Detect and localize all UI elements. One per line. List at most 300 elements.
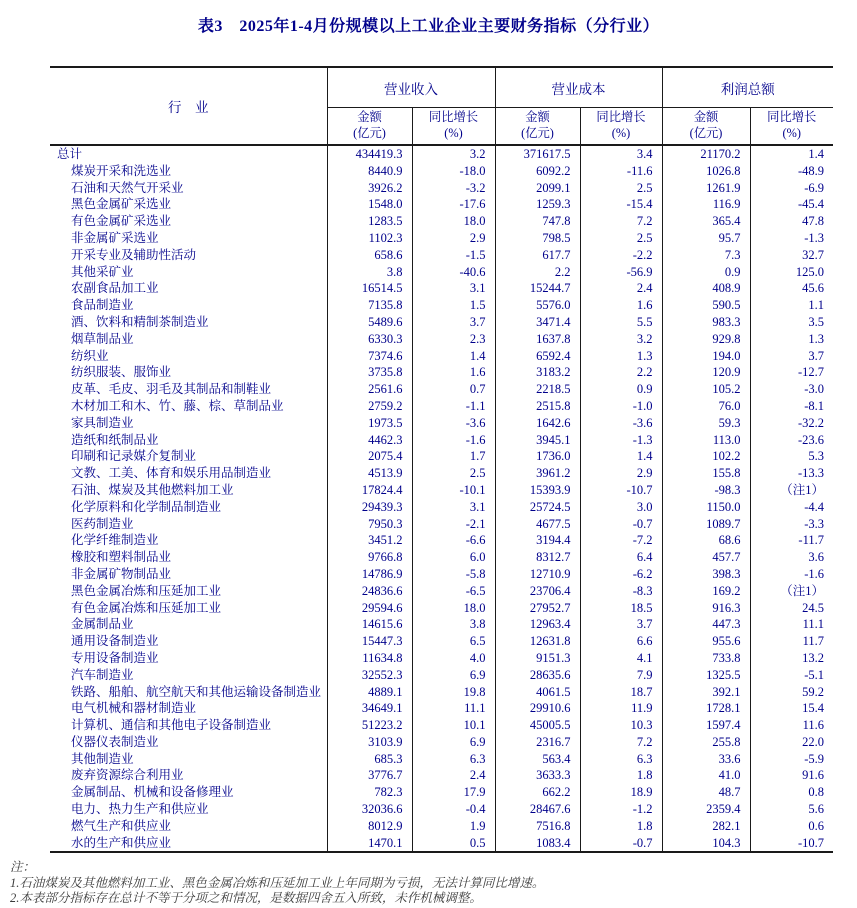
value-cell: 12963.4 (495, 616, 580, 633)
industry-cell: 金属制品、机械和设备修理业 (71, 785, 234, 800)
value-cell: 32552.3 (327, 667, 412, 684)
table-row (50, 297, 833, 314)
table-row (50, 616, 833, 633)
value-cell: -1.2 (580, 801, 662, 818)
value-cell: -6.9 (750, 180, 833, 197)
table-row (50, 700, 833, 717)
industry-cell: 专用设备制造业 (71, 650, 159, 665)
value-cell: 3.6 (750, 549, 833, 566)
value-cell: 6.3 (580, 751, 662, 768)
value-cell: -18.0 (412, 163, 495, 180)
value-cell: 1.3 (750, 331, 833, 348)
industry-cell: 燃气生产和供应业 (71, 818, 172, 833)
value-cell: -3.6 (412, 415, 495, 432)
value-cell: 7.2 (580, 213, 662, 230)
industry-cell: 非金属矿物制品业 (71, 566, 172, 581)
value-cell: （注1） (750, 482, 833, 499)
value-cell: 2218.5 (495, 381, 580, 398)
value-cell: -5.1 (750, 667, 833, 684)
table-row (50, 264, 833, 281)
value-cell: 10.3 (580, 717, 662, 734)
financial-indicators-table (50, 66, 833, 853)
subheader-profit-amount: 金额 (亿元) (662, 108, 750, 146)
value-cell: -40.6 (412, 264, 495, 281)
value-cell: 282.1 (662, 818, 750, 835)
footnotes (10, 860, 857, 907)
value-cell: 2.2 (495, 264, 580, 281)
table-row (50, 247, 833, 264)
table-title: 表3 2025年1-4月份规模以上工业企业主要财务指标（分行业） (197, 18, 660, 35)
value-cell: 1.8 (580, 767, 662, 784)
table-row (50, 734, 833, 751)
value-cell: 45005.5 (495, 717, 580, 734)
value-cell: 8312.7 (495, 549, 580, 566)
value-cell: 0.8 (750, 784, 833, 801)
industry-cell: 通用设备制造业 (71, 634, 159, 649)
value-cell: -45.4 (750, 196, 833, 213)
value-cell: 658.6 (327, 247, 412, 264)
table-row (50, 163, 833, 180)
value-cell: 2075.4 (327, 448, 412, 465)
value-cell: 32036.6 (327, 801, 412, 818)
group-header-row (50, 67, 833, 108)
value-cell: -2.2 (580, 247, 662, 264)
value-cell: 3.0 (580, 499, 662, 516)
value-cell: 447.3 (662, 616, 750, 633)
table-row (50, 145, 833, 163)
value-cell: 4677.5 (495, 516, 580, 533)
table-row (50, 213, 833, 230)
value-cell: 1.4 (750, 145, 833, 163)
value-cell: 32.7 (750, 247, 833, 264)
table-row (50, 280, 833, 297)
industry-cell: 食品制造业 (71, 298, 134, 313)
value-cell: 0.6 (750, 818, 833, 835)
value-cell: 365.4 (662, 213, 750, 230)
value-cell: 2.3 (412, 331, 495, 348)
industry-cell: 计算机、通信和其他电子设备制造业 (71, 718, 272, 733)
industry-cell: 黑色金属矿采选业 (71, 197, 172, 212)
value-cell: 3.5 (750, 314, 833, 331)
table-row (50, 751, 833, 768)
value-cell: 8440.9 (327, 163, 412, 180)
industry-cell: 黑色金属冶炼和压延加工业 (71, 583, 222, 598)
value-cell: 68.6 (662, 532, 750, 549)
value-cell: 12631.8 (495, 633, 580, 650)
value-cell: 4462.3 (327, 432, 412, 449)
industry-cell: 纺织服装、服饰业 (71, 365, 172, 380)
value-cell: 15.4 (750, 700, 833, 717)
value-cell: 47.8 (750, 213, 833, 230)
value-cell: 25724.5 (495, 499, 580, 516)
industry-cell: 石油、煤炭及其他燃料加工业 (71, 482, 234, 497)
value-cell: 3194.4 (495, 532, 580, 549)
value-cell: 3.1 (412, 280, 495, 297)
value-cell: 1083.4 (495, 835, 580, 853)
value-cell: 5.3 (750, 448, 833, 465)
value-cell: 3.2 (412, 145, 495, 163)
value-cell: 11.1 (750, 616, 833, 633)
value-cell: 2.5 (412, 465, 495, 482)
table-row (50, 348, 833, 365)
table-row (50, 650, 833, 667)
industry-cell: 电力、热力生产和供应业 (71, 802, 209, 817)
value-cell: 2561.6 (327, 381, 412, 398)
value-cell: 116.9 (662, 196, 750, 213)
industry-cell: 有色金属矿采选业 (71, 214, 172, 229)
value-cell: -0.7 (580, 835, 662, 853)
industry-cell: 其他采矿业 (71, 264, 134, 279)
value-cell: -5.8 (412, 566, 495, 583)
industry-cell: 酒、饮料和精制茶制造业 (71, 314, 209, 329)
table-row (50, 633, 833, 650)
table-row (50, 801, 833, 818)
value-cell: 14786.9 (327, 566, 412, 583)
value-cell: -0.4 (412, 801, 495, 818)
industry-cell: 皮革、毛皮、羽毛及其制品和制鞋业 (71, 382, 272, 397)
value-cell: 7135.8 (327, 297, 412, 314)
table-row (50, 784, 833, 801)
value-cell: 91.6 (750, 767, 833, 784)
value-cell: 155.8 (662, 465, 750, 482)
value-cell: -3.3 (750, 516, 833, 533)
value-cell: 29439.3 (327, 499, 412, 516)
table-row (50, 364, 833, 381)
value-cell: 1.8 (580, 818, 662, 835)
value-cell: 15393.9 (495, 482, 580, 499)
value-cell: 6.4 (580, 549, 662, 566)
value-cell: -4.4 (750, 499, 833, 516)
value-cell: -1.3 (750, 230, 833, 247)
value-cell: 76.0 (662, 398, 750, 415)
value-cell: -12.7 (750, 364, 833, 381)
value-cell: 3.4 (580, 145, 662, 163)
value-cell: -13.3 (750, 465, 833, 482)
value-cell: 1.7 (412, 448, 495, 465)
value-cell: 685.3 (327, 751, 412, 768)
value-cell: 2.5 (580, 180, 662, 197)
value-cell: -15.4 (580, 196, 662, 213)
value-cell: 617.7 (495, 247, 580, 264)
table-row (50, 818, 833, 835)
table-row (50, 717, 833, 734)
value-cell: 955.6 (662, 633, 750, 650)
value-cell: 2359.4 (662, 801, 750, 818)
value-cell: 11.1 (412, 700, 495, 717)
value-cell: 798.5 (495, 230, 580, 247)
value-cell: 3776.7 (327, 767, 412, 784)
value-cell: 2.2 (580, 364, 662, 381)
industry-cell: 造纸和纸制品业 (71, 432, 159, 447)
value-cell: 1026.8 (662, 163, 750, 180)
industry-cell: 废弃资源综合利用业 (71, 768, 184, 783)
value-cell: 1261.9 (662, 180, 750, 197)
table-body (50, 145, 833, 852)
value-cell: -6.5 (412, 583, 495, 600)
value-cell: -23.6 (750, 432, 833, 449)
value-cell: 28635.6 (495, 667, 580, 684)
value-cell: 194.0 (662, 348, 750, 365)
value-cell: 1.3 (580, 348, 662, 365)
value-cell: 16514.5 (327, 280, 412, 297)
value-cell: 59.2 (750, 684, 833, 701)
value-cell: 4.1 (580, 650, 662, 667)
value-cell: 0.7 (412, 381, 495, 398)
value-cell: 1.4 (412, 348, 495, 365)
industry-cell: 汽车制造业 (71, 667, 134, 682)
value-cell: 3.8 (327, 264, 412, 281)
value-cell: 4513.9 (327, 465, 412, 482)
industry-cell: 铁路、船舶、航空航天和其他运输设备制造业 (71, 684, 322, 699)
value-cell: 3.1 (412, 499, 495, 516)
value-cell: 24.5 (750, 600, 833, 617)
value-cell: 7.2 (580, 734, 662, 751)
value-cell: 1325.5 (662, 667, 750, 684)
value-cell: 1642.6 (495, 415, 580, 432)
value-cell: 22.0 (750, 734, 833, 751)
value-cell: 1728.1 (662, 700, 750, 717)
value-cell: 3961.2 (495, 465, 580, 482)
value-cell: 1736.0 (495, 448, 580, 465)
value-cell: 782.3 (327, 784, 412, 801)
value-cell: 4.0 (412, 650, 495, 667)
table-row (50, 314, 833, 331)
group-header-operating-cost: 营业成本 (495, 67, 662, 108)
value-cell: -10.1 (412, 482, 495, 499)
industry-cell: 总计 (57, 147, 83, 161)
value-cell: 120.9 (662, 364, 750, 381)
value-cell: 29594.6 (327, 600, 412, 617)
value-cell: 1.1 (750, 297, 833, 314)
industry-cell: 化学纤维制造业 (71, 533, 159, 548)
value-cell: 7516.8 (495, 818, 580, 835)
group-header-operating-revenue: 营业收入 (327, 67, 495, 108)
value-cell: -1.1 (412, 398, 495, 415)
value-cell: 29910.6 (495, 700, 580, 717)
footnotes-label: 注： (10, 860, 36, 875)
value-cell: 371617.5 (495, 145, 580, 163)
value-cell: 3735.8 (327, 364, 412, 381)
value-cell: 6.9 (412, 667, 495, 684)
value-cell: -3.6 (580, 415, 662, 432)
subheader-profit-growth: 同比增长 (%) (750, 108, 833, 146)
value-cell: 5.5 (580, 314, 662, 331)
value-cell: 1259.3 (495, 196, 580, 213)
value-cell: 590.5 (662, 297, 750, 314)
value-cell: -11.7 (750, 532, 833, 549)
value-cell: 2515.8 (495, 398, 580, 415)
value-cell: 18.7 (580, 684, 662, 701)
group-header-total-profit: 利润总额 (662, 67, 833, 108)
industry-cell: 印刷和记录媒介复制业 (71, 449, 197, 464)
subheader-cost-amount: 金额 (亿元) (495, 108, 580, 146)
table-row (50, 583, 833, 600)
value-cell: 7950.3 (327, 516, 412, 533)
value-cell: 4061.5 (495, 684, 580, 701)
value-cell: 408.9 (662, 280, 750, 297)
industry-cell: 仪器仪表制造业 (71, 734, 159, 749)
footnotes-list (10, 876, 857, 907)
value-cell: 3.7 (412, 314, 495, 331)
value-cell: 929.8 (662, 331, 750, 348)
table-row (50, 398, 833, 415)
value-cell: 7374.6 (327, 348, 412, 365)
table-row (50, 767, 833, 784)
value-cell: -56.9 (580, 264, 662, 281)
value-cell: 6.3 (412, 751, 495, 768)
value-cell: 563.4 (495, 751, 580, 768)
industry-cell: 橡胶和塑料制品业 (71, 550, 172, 565)
value-cell: -8.1 (750, 398, 833, 415)
value-cell: 3633.3 (495, 767, 580, 784)
table-row (50, 600, 833, 617)
value-cell: 4889.1 (327, 684, 412, 701)
value-cell: 3945.1 (495, 432, 580, 449)
value-cell: 11.6 (750, 717, 833, 734)
value-cell: 95.7 (662, 230, 750, 247)
table-row (50, 415, 833, 432)
value-cell: -48.9 (750, 163, 833, 180)
value-cell: 7.9 (580, 667, 662, 684)
value-cell: -5.9 (750, 751, 833, 768)
value-cell: 18.9 (580, 784, 662, 801)
value-cell: 2759.2 (327, 398, 412, 415)
industry-cell: 石油和天然气开采业 (71, 180, 184, 195)
value-cell: 45.6 (750, 280, 833, 297)
value-cell: （注1） (750, 583, 833, 600)
table-row (50, 516, 833, 533)
table-row (50, 331, 833, 348)
value-cell: 102.2 (662, 448, 750, 465)
value-cell: 733.8 (662, 650, 750, 667)
industry-cell: 水的生产和供应业 (71, 835, 172, 850)
value-cell: 21170.2 (662, 145, 750, 163)
value-cell: -11.6 (580, 163, 662, 180)
value-cell: -6.6 (412, 532, 495, 549)
value-cell: 17.9 (412, 784, 495, 801)
value-cell: 1973.5 (327, 415, 412, 432)
value-cell: 9766.8 (327, 549, 412, 566)
value-cell: -10.7 (750, 835, 833, 853)
value-cell: 3926.2 (327, 180, 412, 197)
value-cell: 1089.7 (662, 516, 750, 533)
value-cell: -1.6 (412, 432, 495, 449)
value-cell: 15447.3 (327, 633, 412, 650)
value-cell: 1548.0 (327, 196, 412, 213)
subheader-revenue-growth: 同比增长 (%) (412, 108, 495, 146)
value-cell: 983.3 (662, 314, 750, 331)
value-cell: 169.2 (662, 583, 750, 600)
value-cell: 434419.3 (327, 145, 412, 163)
table-row (50, 566, 833, 583)
value-cell: 24836.6 (327, 583, 412, 600)
industry-cell: 金属制品业 (71, 617, 134, 632)
value-cell: 19.8 (412, 684, 495, 701)
table-row (50, 230, 833, 247)
value-cell: -0.7 (580, 516, 662, 533)
value-cell: 1283.5 (327, 213, 412, 230)
value-cell: 1637.8 (495, 331, 580, 348)
value-cell: 1102.3 (327, 230, 412, 247)
value-cell: 8012.9 (327, 818, 412, 835)
value-cell: 2316.7 (495, 734, 580, 751)
value-cell: 747.8 (495, 213, 580, 230)
value-cell: 11.9 (580, 700, 662, 717)
value-cell: 11634.8 (327, 650, 412, 667)
industry-cell: 有色金属冶炼和压延加工业 (71, 600, 222, 615)
value-cell: 398.3 (662, 566, 750, 583)
value-cell: 3.7 (580, 616, 662, 633)
value-cell: 17824.4 (327, 482, 412, 499)
value-cell: 11.7 (750, 633, 833, 650)
value-cell: 1.5 (412, 297, 495, 314)
value-cell: 1.6 (412, 364, 495, 381)
value-cell: 2.4 (580, 280, 662, 297)
value-cell: 3471.4 (495, 314, 580, 331)
table-row (50, 465, 833, 482)
industry-cell: 烟草制品业 (71, 331, 134, 346)
value-cell: 6092.2 (495, 163, 580, 180)
value-cell: 0.9 (662, 264, 750, 281)
value-cell: 255.8 (662, 734, 750, 751)
industry-cell: 开采专业及辅助性活动 (71, 247, 197, 262)
value-cell: 2.9 (412, 230, 495, 247)
value-cell: 3.8 (412, 616, 495, 633)
table-row (50, 381, 833, 398)
value-cell: 1.6 (580, 297, 662, 314)
value-cell: 48.7 (662, 784, 750, 801)
value-cell: -98.3 (662, 482, 750, 499)
value-cell: 6.9 (412, 734, 495, 751)
value-cell: 1150.0 (662, 499, 750, 516)
table-row (50, 180, 833, 197)
value-cell: 5.6 (750, 801, 833, 818)
value-cell: 6330.3 (327, 331, 412, 348)
footnote-item: 1.石油煤炭及其他燃料加工业、黑色金属冶炼和压延加工业上年同期为亏损，无法计算同比增速。 (10, 875, 545, 890)
value-cell: 3.2 (580, 331, 662, 348)
value-cell: 10.1 (412, 717, 495, 734)
industry-cell: 其他制造业 (71, 751, 134, 766)
table-row (50, 482, 833, 499)
value-cell: 5489.6 (327, 314, 412, 331)
value-cell: 113.0 (662, 432, 750, 449)
value-cell: -2.1 (412, 516, 495, 533)
value-cell: -3.0 (750, 381, 833, 398)
value-cell: 2.5 (580, 230, 662, 247)
value-cell: 662.2 (495, 784, 580, 801)
value-cell: 1597.4 (662, 717, 750, 734)
value-cell: 2099.1 (495, 180, 580, 197)
value-cell: -3.2 (412, 180, 495, 197)
value-cell: 15244.7 (495, 280, 580, 297)
value-cell: 1.9 (412, 818, 495, 835)
value-cell: -1.3 (580, 432, 662, 449)
table-row (50, 448, 833, 465)
value-cell: 12710.9 (495, 566, 580, 583)
value-cell: 2.9 (580, 465, 662, 482)
value-cell: 6.6 (580, 633, 662, 650)
industry-cell: 木材加工和木、竹、藤、棕、草制品业 (71, 398, 284, 413)
value-cell: 5576.0 (495, 297, 580, 314)
table-row (50, 835, 833, 853)
industry-cell: 煤炭开采和洗选业 (71, 163, 172, 178)
industry-cell: 电气机械和器材制造业 (71, 701, 197, 716)
industry-cell: 纺织业 (71, 348, 109, 363)
table-row (50, 432, 833, 449)
industry-cell: 化学原料和化学制品制造业 (71, 499, 222, 514)
industry-cell: 家具制造业 (71, 415, 134, 430)
value-cell: 18.0 (412, 600, 495, 617)
